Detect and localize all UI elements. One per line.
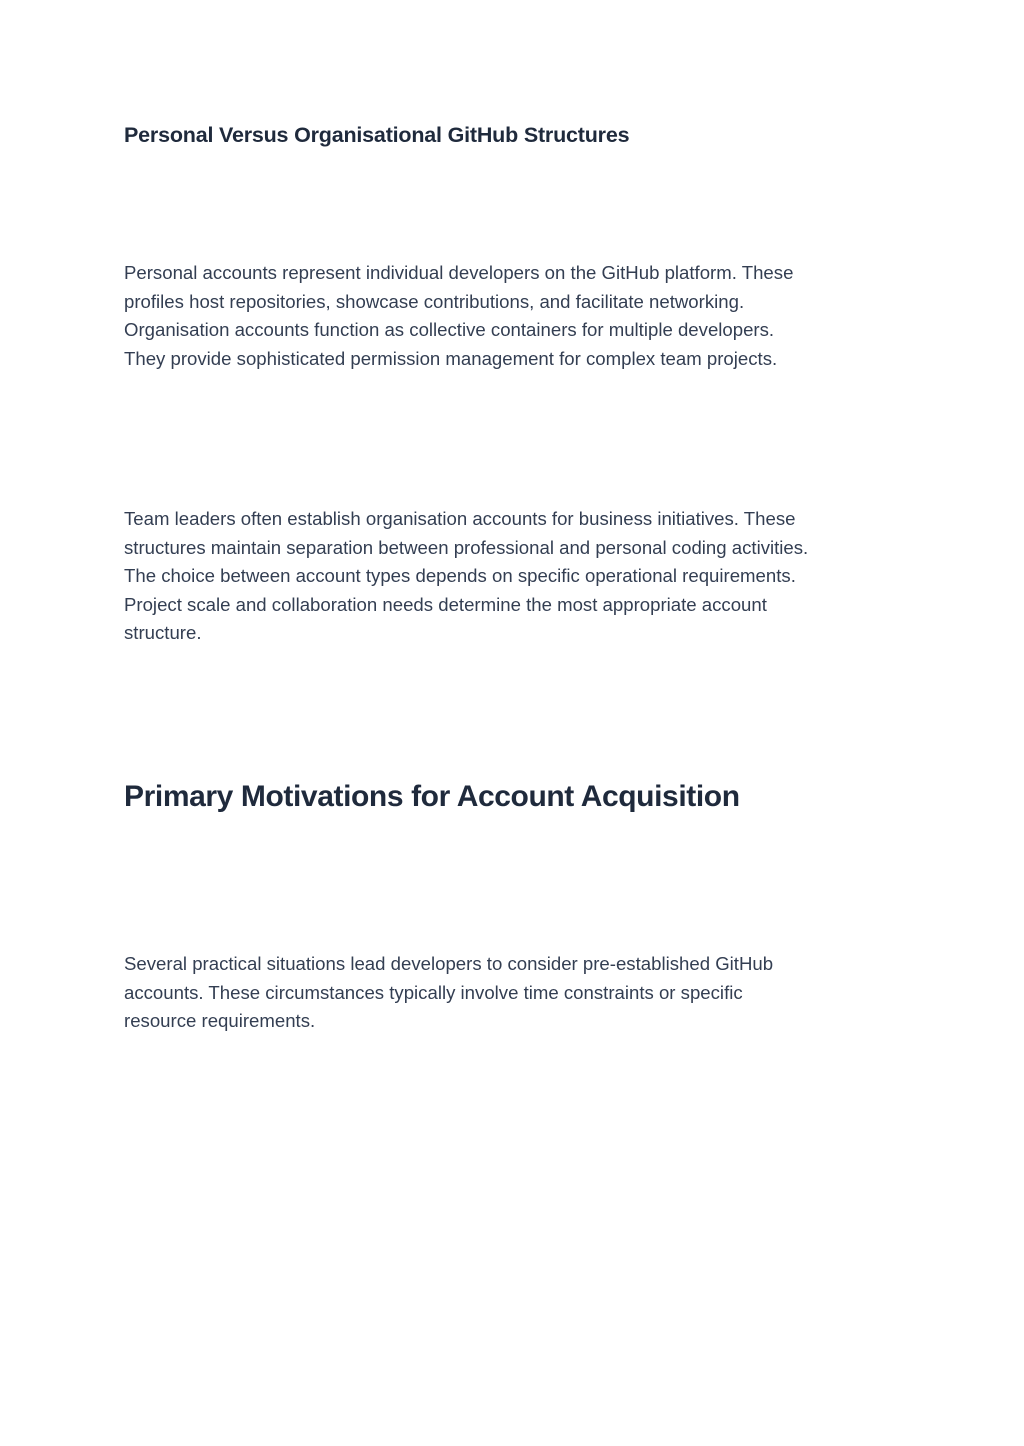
section-heading: Personal Versus Organisational GitHub Structures: [124, 123, 630, 147]
paragraph-line: Team leaders often establish organisation accounts for business initiatives. These: [124, 508, 796, 529]
paragraph-line: structure.: [124, 622, 202, 643]
paragraph-line: They provide sophisticated permission management for complex team projects.: [124, 347, 778, 369]
paragraph-line: accounts. These circumstances typically involve time constraints or specific: [124, 981, 743, 1003]
main-heading: Primary Motivations for Account Acquisition: [124, 780, 740, 813]
paragraph-motivations: [124, 950, 904, 1036]
paragraph-line: Personal accounts represent individual developers on the GitHub platform. These: [124, 262, 794, 283]
paragraph-line: resource requirements.: [124, 1010, 316, 1031]
paragraph-line: structures maintain separation between professional and personal coding activities.: [124, 536, 809, 558]
paragraph-line: The choice between account types depends on specific operational requirements.: [124, 565, 796, 586]
paragraph-line: profiles host repositories, showcase contributions, and facilitate networking.: [124, 290, 745, 312]
paragraph-line: Organisation accounts function as collective containers for multiple developers.: [124, 319, 775, 340]
paragraph-account-types: [124, 259, 904, 373]
paragraph-team-leaders: [124, 505, 904, 648]
paragraph-line: Several practical situations lead developers to consider pre-established GitHub: [124, 953, 774, 974]
paragraph-line: Project scale and collaboration needs determine the most appropriate account: [124, 593, 767, 615]
